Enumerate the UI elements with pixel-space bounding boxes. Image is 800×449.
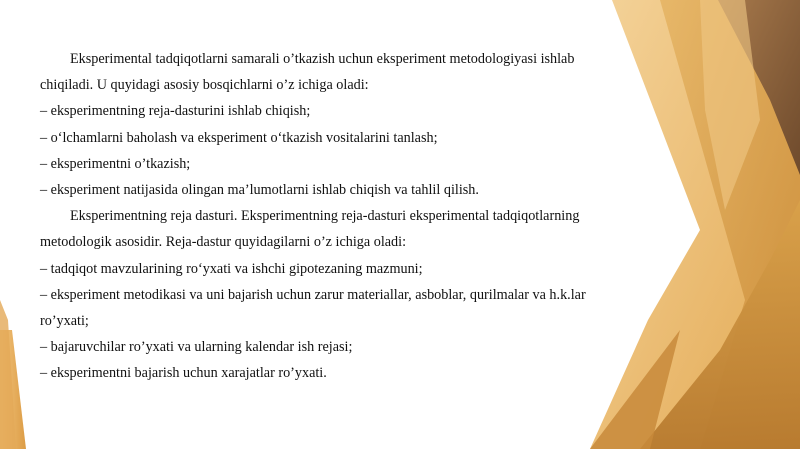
list-item: – eksperiment metodikasi va uni bajarish uchun zarur materiallar, asboblar, qurilmalar va h.k.lar bbox=[40, 286, 586, 303]
body-text bbox=[40, 46, 640, 387]
paragraph2-intro: Eksperimentning reja dasturi. Eksperimentning reja-dasturi eksperimental tadqiqotlarning bbox=[70, 208, 580, 225]
list-item: – o‘lchamlarni baholash va eksperiment o‘tkazish vositalarini tanlash; bbox=[40, 129, 438, 146]
list-item: ro’yxati; bbox=[40, 313, 89, 330]
list-item: – eksperimentni bajarish uchun xarajatlar ro’yxati. bbox=[40, 365, 327, 382]
paragraph1-intro: Eksperimental tadqiqotlarni samarali o’tkazish uchun eksperiment metodologiyasi ishlab bbox=[70, 51, 575, 67]
list-item: – eksperimentni o’tkazish; bbox=[40, 155, 191, 172]
paragraph2-intro-cont: metodologik asosidir. Reja-dastur quyidagilarni o’z ichiga oladi: bbox=[40, 234, 407, 251]
list-item: – eksperiment natijasida olingan ma’lumotlarni ishlab chiqish va tahlil qilish. bbox=[40, 182, 479, 199]
paragraph1-intro-cont: chiqiladi. U quyidagi asosiy bosqichlarni o’z ichiga oladi: bbox=[40, 77, 369, 94]
list-item: – eksperimentning reja-dasturini ishlab chiqish; bbox=[40, 103, 311, 120]
list-item: – tadqiqot mavzularining ro‘yxati va ishchi gipotezaning mazmuni; bbox=[40, 260, 423, 277]
list-item: – bajaruvchilar ro’yxati va ularning kalendar ish rejasi; bbox=[40, 339, 353, 356]
